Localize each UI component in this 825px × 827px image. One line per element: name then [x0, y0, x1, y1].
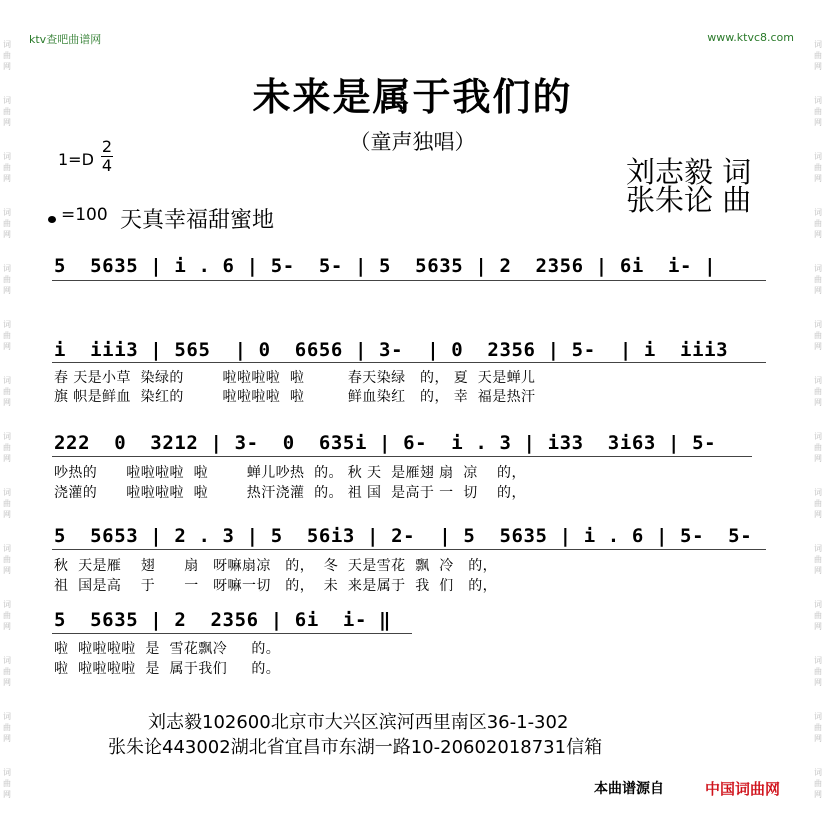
watermark-char: 网: [3, 342, 11, 351]
watermark-char: 网: [814, 286, 822, 295]
watermark-char: 曲: [3, 275, 11, 284]
quarter-note-icon: [48, 216, 56, 223]
song-subtitle: （童声独唱）: [349, 130, 476, 154]
watermark-char: 词: [814, 712, 822, 721]
score-row-3-lyrics-2: 浇灌的 啦啦啦啦 啦 热汗浇灌 的。 祖 国 是高于 一 切 的，: [54, 485, 526, 501]
watermark-char: 曲: [814, 387, 822, 396]
watermark-char: 曲: [3, 219, 11, 228]
watermark-char: 词: [3, 544, 11, 553]
watermark-char: 网: [3, 622, 11, 631]
song-title: 未来是属于我们的: [252, 74, 573, 119]
watermark-char: 词: [3, 152, 11, 161]
score-row-3-notes: 222 0 3212 | 3- 0 635i | 6- i . 3 | i33 3i63 | 5-: [54, 432, 717, 454]
site-name-left[interactable]: ktv查吧曲谱网: [29, 33, 102, 46]
source-site-link[interactable]: 中国词曲网: [705, 780, 781, 798]
time-signature: [100, 138, 114, 175]
time-bottom: 4: [101, 156, 113, 175]
expression-marking: 天真幸福甜蜜地: [120, 208, 275, 233]
watermark-char: 曲: [3, 667, 11, 676]
watermark-char: 网: [814, 342, 822, 351]
score-row-2-notes: i iii3 | 565 | 0 6656 | 3- | 0 2356 | 5- | i iii3: [54, 339, 729, 361]
watermark-char: 词: [3, 656, 11, 665]
watermark-char: 曲: [3, 723, 11, 732]
watermark-char: 词: [3, 40, 11, 49]
watermark-char: 词: [3, 432, 11, 441]
key-signature: 1=D: [58, 150, 94, 169]
watermark-char: 网: [814, 790, 822, 799]
score-row-2-lyrics-2: 旗 帜是鲜血 染红的 啦啦啦啦 啦 鲜血染红 的， 幸 福是热汗: [54, 389, 536, 405]
watermark-char: 词: [3, 600, 11, 609]
watermark-char: 曲: [814, 555, 822, 564]
staff-line-row-5: [52, 633, 412, 634]
contact-composer: 张朱论443002湖北省宜昌市东湖一路10-20602018731信箱: [108, 737, 603, 758]
watermark-char: 曲: [3, 443, 11, 452]
watermark-char: 曲: [3, 163, 11, 172]
watermark-char: 曲: [814, 611, 822, 620]
composer-credit: 张朱论 曲: [626, 183, 752, 217]
watermark-char: 网: [814, 622, 822, 631]
tempo-marking: =100: [61, 205, 108, 225]
watermark-char: 曲: [814, 667, 822, 676]
watermark-char: 网: [814, 118, 822, 127]
watermark-char: 曲: [814, 723, 822, 732]
watermark-char: 网: [814, 62, 822, 71]
watermark-char: 网: [814, 454, 822, 463]
watermark-char: 网: [3, 790, 11, 799]
watermark-char: 网: [3, 454, 11, 463]
watermark-char: 网: [814, 398, 822, 407]
watermark-char: 曲: [3, 555, 11, 564]
source-label: 本曲谱源自: [594, 781, 664, 797]
watermark-char: 网: [3, 566, 11, 575]
watermark-char: 词: [814, 376, 822, 385]
lyricist-credit: 刘志毅 词: [626, 155, 752, 189]
watermark-char: 词: [814, 600, 822, 609]
watermark-char: 词: [3, 376, 11, 385]
score-row-4-lyrics-1: 秋 天是雁 翅 扇 呀嘛扇凉 的， 冬 天是雪花 飘 冷 的，: [54, 558, 498, 574]
watermark-char: 词: [3, 264, 11, 273]
watermark-char: 词: [814, 768, 822, 777]
watermark-char: 网: [814, 230, 822, 239]
score-row-4-notes: 5 5653 | 2 . 3 | 5 56i3 | 2- | 5 5635 | i . 6 | 5- 5-: [54, 525, 753, 547]
watermark-char: 网: [814, 566, 822, 575]
watermark-char: 词: [814, 656, 822, 665]
score-row-5-notes: 5 5635 | 2 2356 | 6i i- ‖: [54, 609, 392, 631]
watermark-char: 词: [3, 712, 11, 721]
watermark-char: 词: [814, 544, 822, 553]
watermark-char: 网: [3, 230, 11, 239]
watermark-char: 词: [3, 488, 11, 497]
watermark-char: 网: [3, 286, 11, 295]
watermark-char: 网: [3, 510, 11, 519]
staff-line-row-3: [52, 456, 752, 457]
watermark-char: 曲: [3, 107, 11, 116]
score-row-3-lyrics-1: 吵热的 啦啦啦啦 啦 蝉儿吵热 的。 秋 天 是雁翅 扇 凉 的，: [54, 465, 526, 481]
watermark-char: 网: [3, 62, 11, 71]
staff-line-row-4: [52, 549, 766, 550]
watermark-char: 曲: [814, 331, 822, 340]
watermark-char: 曲: [814, 219, 822, 228]
left-watermark-strip: [0, 0, 14, 827]
watermark-char: 曲: [814, 779, 822, 788]
credits: [626, 155, 752, 217]
watermark-char: 网: [3, 734, 11, 743]
watermark-char: 网: [3, 398, 11, 407]
watermark-char: 曲: [3, 331, 11, 340]
watermark-char: 词: [814, 152, 822, 161]
watermark-char: 网: [3, 174, 11, 183]
watermark-char: 网: [3, 678, 11, 687]
watermark-char: 网: [814, 510, 822, 519]
watermark-char: 网: [814, 174, 822, 183]
watermark-char: 曲: [3, 611, 11, 620]
watermark-char: 曲: [3, 499, 11, 508]
watermark-char: 曲: [814, 163, 822, 172]
score-row-2-lyrics-1: 春 天是小草 染绿的 啦啦啦啦 啦 春天染绿 的， 夏 天是蝉儿: [54, 370, 536, 386]
watermark-char: 词: [814, 264, 822, 273]
watermark-char: 曲: [814, 107, 822, 116]
watermark-char: 词: [814, 320, 822, 329]
time-top: 2: [101, 137, 113, 156]
watermark-char: 曲: [3, 779, 11, 788]
score-row-1-notes: 5 5635 | i . 6 | 5- 5- | 5 5635 | 2 2356 | 6i i- |: [54, 255, 717, 277]
score-row-5-lyrics-1: 啦 啦啦啦啦 是 雪花飘冷 的。: [54, 641, 281, 657]
watermark-char: 曲: [3, 387, 11, 396]
watermark-char: 曲: [814, 443, 822, 452]
staff-line-row-2: [52, 362, 766, 363]
watermark-char: 网: [814, 678, 822, 687]
watermark-char: 网: [3, 118, 11, 127]
right-watermark-strip: [811, 0, 825, 827]
score-row-5-lyrics-2: 啦 啦啦啦啦 是 属于我们 的。: [54, 661, 281, 677]
watermark-char: 曲: [814, 275, 822, 284]
watermark-char: 曲: [3, 51, 11, 60]
watermark-char: 词: [814, 488, 822, 497]
watermark-char: 词: [3, 768, 11, 777]
watermark-char: 词: [814, 40, 822, 49]
watermark-char: 网: [814, 734, 822, 743]
watermark-char: 曲: [814, 51, 822, 60]
watermark-char: 词: [3, 96, 11, 105]
watermark-char: 曲: [814, 499, 822, 508]
staff-line-row-1: [52, 280, 766, 281]
watermark-char: 词: [3, 208, 11, 217]
watermark-char: 词: [814, 96, 822, 105]
contact-lyricist: 刘志毅102600北京市大兴区滨河西里南区36-1-302: [148, 712, 569, 733]
watermark-char: 词: [814, 208, 822, 217]
watermark-char: 词: [814, 432, 822, 441]
site-url-right[interactable]: www.ktvc8.com: [707, 31, 794, 44]
score-row-4-lyrics-2: 祖 国是高 于 一 呀嘛一切 的， 未 来是属于 我 们 的，: [54, 578, 498, 594]
watermark-char: 词: [3, 320, 11, 329]
